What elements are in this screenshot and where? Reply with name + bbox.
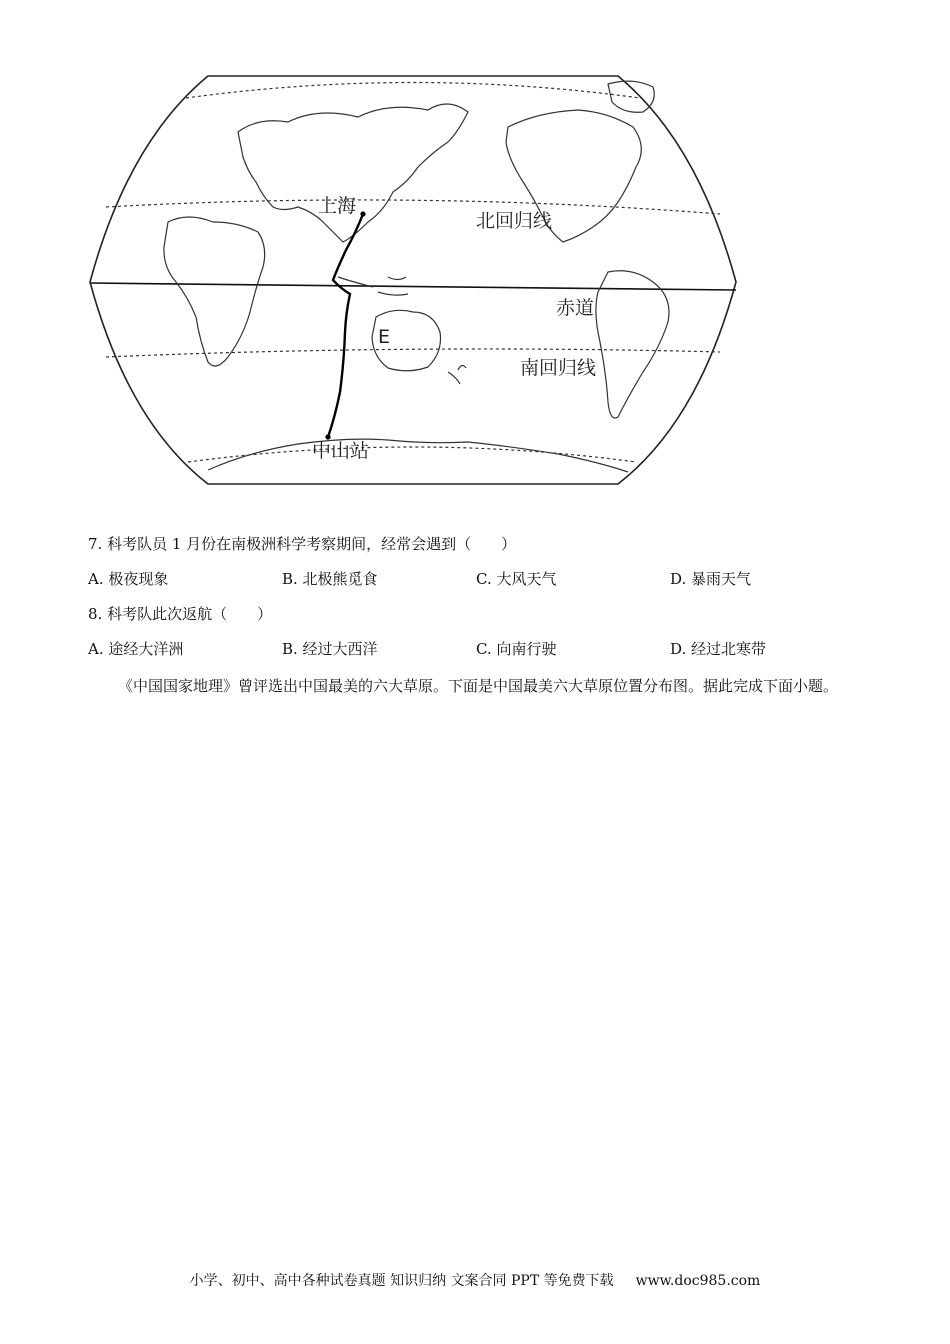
shanghai-point	[360, 211, 365, 216]
question-7-option-d: D. 暴雨天气	[670, 570, 752, 588]
footer-text: 小学、初中、高中各种试卷真题 知识归纳 文案合同 PPT 等免费下载	[189, 1273, 614, 1289]
zhongshan-point	[325, 434, 330, 439]
question-8-option-d: D. 经过北寒带	[670, 640, 767, 658]
intro-paragraph-text: 《中国国家地理》曾评选出中国最美的六大草原。下面是中国最美六大草原位置分布图。据此完成下面小题。	[118, 677, 839, 695]
tropic-south-label: 南回归线	[520, 357, 597, 379]
world-map	[88, 72, 738, 488]
equator-label: 赤道	[556, 297, 595, 319]
question-7-option-b: B. 北极熊觅食	[282, 570, 378, 588]
question-7-stem: 7. 科考队员 1 月份在南极洲科学考察期间，经常会遇到（ ）	[88, 535, 517, 553]
question-8-option-c: C. 向南行驶	[476, 640, 557, 658]
intro-paragraph	[88, 667, 863, 705]
question-7-option-a: A. 极夜现象	[88, 570, 169, 588]
question-8-option-a: A. 途经大洋洲	[88, 640, 184, 658]
tropic-north-label: 北回归线	[476, 210, 553, 232]
footer-url[interactable]: www.doc985.com	[635, 1273, 761, 1289]
question-8-stem: 8. 科考队此次返航（ ）	[88, 605, 273, 623]
shanghai-label: 上海	[318, 195, 357, 217]
page-footer	[0, 1270, 950, 1290]
question-7-option-c: C. 大风天气	[476, 570, 557, 588]
point-e-label: E	[378, 326, 391, 348]
zhongshan-label: 中山站	[312, 440, 370, 462]
question-8-option-b: B. 经过大西洋	[282, 640, 378, 658]
